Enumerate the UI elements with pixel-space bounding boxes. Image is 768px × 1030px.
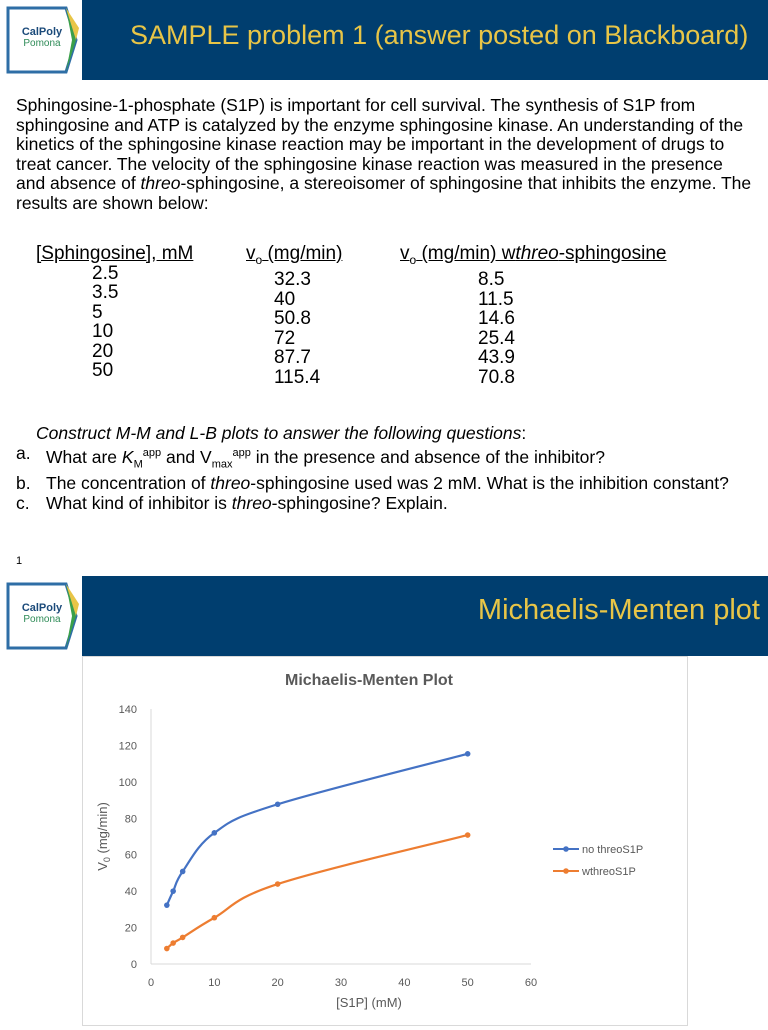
table-cell-v0: 72 [274,327,296,349]
slide1-title: SAMPLE problem 1 (answer posted on Blackboard) [130,20,749,50]
y-tick-label: 120 [118,740,137,753]
x-tick-label: 40 [398,977,411,989]
chart-frame [82,656,688,1026]
x-tick-label: 0 [147,977,155,989]
chart-title: Michaelis-Menten Plot [284,672,454,689]
question-b: b. The concentration of threo-sphingosine used was 2 mM. What is the inhibition constant? [16,473,729,494]
slide2-title: Michaelis-Menten plot [477,594,760,626]
table-cell-v0-threo: 70.8 [478,366,515,388]
table-header-v0-threo: $v_o$ (mg/min) wthreo-sphingosine [400,243,667,267]
series-1-point [164,902,170,908]
table-header-v0: $v_o$ (mg/min) [246,243,343,267]
series-1-point [212,830,218,836]
legend-marker-2 [563,868,569,874]
x-tick-label: 30 [334,977,348,989]
legend-label-1: no threoS1P [582,844,644,856]
series-1-point [180,869,186,875]
table-header-sphingosine: [Sphingosine], mM [36,243,194,264]
series-2-point [465,832,471,838]
table-cell-sphingosine: 10 [92,321,114,342]
problem-paragraph [16,96,756,213]
question-c: c. What kind of inhibitor is threo-sphingosine? Explain. [16,492,448,513]
table-cell-sphingosine: 50 [92,360,114,381]
series-line-1 [167,754,468,905]
questions-block [16,424,756,513]
series-2-point [212,915,218,921]
x-axis-label: [S1P] (mM) [336,995,402,1010]
table-cell-sphingosine: 20 [92,340,114,362]
table-cell-v0-threo: 25.4 [478,327,515,349]
table-cell-v0-threo: 8.5 [478,269,505,291]
table-cell-v0: 40 [274,288,296,310]
table-cell-v0-threo: 43.9 [478,347,515,369]
table-cell-v0: 115.4 [274,366,321,388]
y-tick-label: 80 [124,813,137,826]
logo-line1: CalPoly [21,26,63,38]
series-1-point [275,801,281,807]
x-tick-label: 10 [208,977,221,989]
table-cell-v0: 50.8 [274,308,311,330]
x-tick-label: 20 [271,977,284,989]
slide2-title-banner [0,576,768,656]
y-axis-label: $V_0$ (mg/min) [95,802,112,871]
logo2-line1: CalPoly [21,602,63,614]
series-1-point [465,751,471,757]
paragraph-text-2: -sphingosine, a stereoisomer of sphingosine that inhibits the enzyme. The results are shown below: [16,173,752,213]
michaelis-menten-chart [83,657,687,1025]
legend-marker-1 [563,846,569,852]
series-2-point [164,946,170,952]
question-a: a. What are $K_M^{app}$ and $V_{max}^{app}$ in the presence and absence of the inhibitor? [16,442,605,470]
y-tick-label: 100 [118,776,137,789]
series-2-point [180,935,186,941]
calpoly-logo-2 [0,576,82,656]
series-line-2 [167,835,468,948]
table-cell-v0: 87.7 [274,347,311,369]
series-2-point [275,881,281,887]
series-1-point [170,888,176,894]
table-cell-sphingosine: 3.5 [92,282,119,303]
y-tick-label: 40 [124,886,137,899]
table-cell-sphingosine: 2.5 [92,262,119,284]
y-tick-label: 20 [124,922,137,935]
x-tick-label: 50 [461,977,474,989]
table-column-v0 [246,244,342,387]
table-cell-v0: 32.3 [274,269,311,291]
table-cell-sphingosine: 5 [92,301,103,323]
y-tick-label: 140 [118,704,137,716]
questions-intro: Construct M-M and L-B plots to answer the following questions: [36,423,527,443]
table-cell-v0-threo: 14.6 [478,308,515,330]
y-tick-label: 60 [124,849,137,862]
calpoly-logo [0,0,82,80]
table-column-v0-threo [400,244,666,387]
logo-line2: Pomona [23,38,61,49]
legend-label-2: wthreoS1P [582,866,636,878]
x-tick-label: 60 [524,977,538,989]
series-2-point [170,940,176,946]
page-number: 1 [16,555,23,567]
paragraph-italic: threo [140,173,181,193]
logo2-line2: Pomona [23,614,61,625]
slide1-title-banner [0,0,768,80]
table-column-sphingosine [36,244,193,381]
table-cell-v0-threo: 11.5 [478,288,514,310]
paragraph-text-1: Sphingosine-1-phosphate (S1P) is important for cell survival. The synthesis of S1P from sphingosine and ATP is catalyzed by the enzyme sphingosine kinase. An understanding of the kinetics of the sphingosine kinase reaction may be important in the development of drugs to treat cancer. The velocity of the sphingosine kinase reaction was measured in the presence and absence of [16,95,744,193]
y-tick-label: 0 [130,959,137,971]
